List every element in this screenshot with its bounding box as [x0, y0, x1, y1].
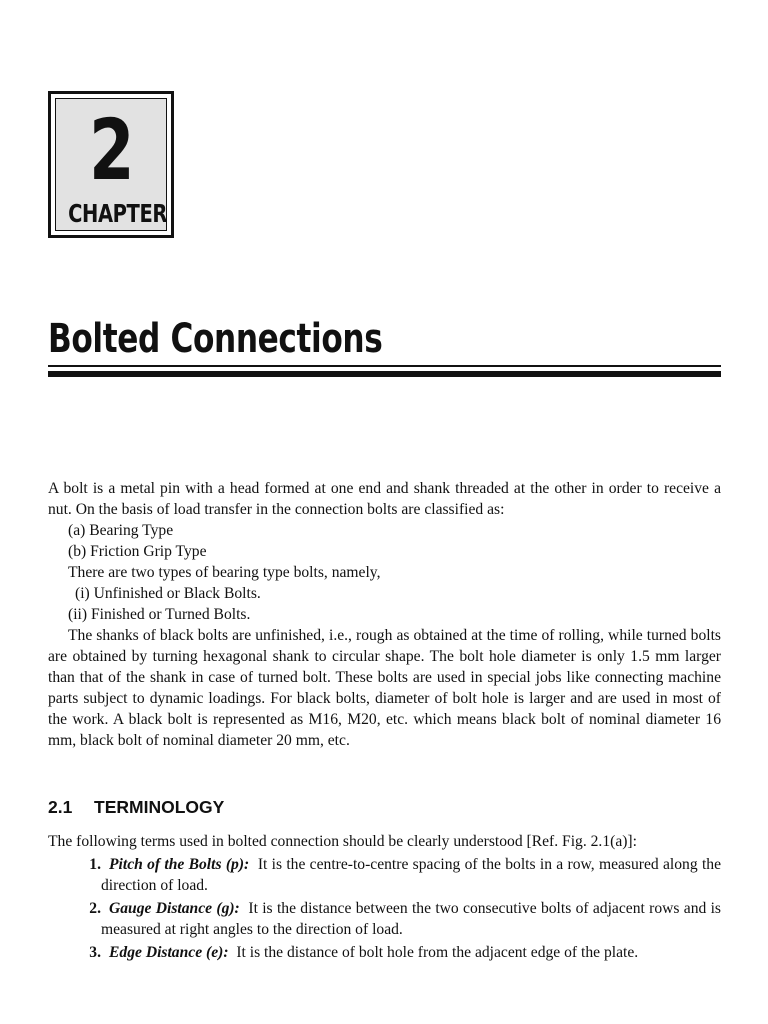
term-name: Edge Distance (e):	[109, 944, 229, 961]
section-heading	[48, 796, 224, 818]
intro-paragraph-2: There are two types of bearing type bolts, namely,	[68, 564, 381, 581]
title-rule-thick	[48, 371, 721, 377]
chapter-number: 2	[88, 101, 134, 199]
bolt-class-a: (a) Bearing Type	[68, 522, 174, 539]
intro-paragraph-3: The shanks of black bolts are unfinished, i.e., rough as obtained at the time of rolling, while turned bolts are obtained by turning hexagonal shank to circular shape. The bolt hole diameter is only 1.5 mm larger than that of the shank in case of turned bolt. These bolts are used in special jobs like connecting machine parts subject to dynamic loadings. For black bolts, diameter of bolt hole is larger and are used in most of the work. A black bolt is represented as M16, M20, etc. which means black bolt of nominal diameter 16 mm, black bolt of nominal diameter 20 mm, etc.	[48, 627, 721, 749]
term-definition: It is the centre-to-centre spacing of the bolts in a row, measured along the direction of load.	[101, 856, 721, 894]
title-rule-thin	[48, 365, 721, 367]
bolt-class-b: (b) Friction Grip Type	[68, 543, 207, 560]
bearing-bolt-ii: (ii) Finished or Turned Bolts.	[68, 606, 251, 623]
term-body	[101, 854, 721, 896]
term-number: 1.	[89, 856, 101, 873]
bearing-bolt-i: (i) Unfinished or Black Bolts.	[75, 585, 261, 602]
terminology-section	[48, 831, 721, 963]
intro-section	[48, 478, 721, 751]
term-definition: It is the distance of bolt hole from the adjacent edge of the plate.	[236, 944, 639, 961]
terminology-lead: The following terms used in bolted connection should be clearly understood [Ref. Fig. 2.1(a)]:	[48, 833, 637, 850]
term-number: 2.	[89, 900, 101, 917]
term-name: Gauge Distance (g):	[109, 900, 240, 917]
section-number: 2.1	[48, 797, 73, 817]
term-number: 3.	[89, 944, 101, 961]
term-item	[48, 942, 721, 963]
term-item	[48, 854, 721, 896]
chapter-label: CHAPTER	[68, 199, 168, 228]
term-body	[101, 942, 721, 963]
term-definition: It is the distance between the two consecutive bolts of adjacent rows and is measured at right angles to the direction of load.	[101, 900, 721, 938]
section-title: TERMINOLOGY	[94, 797, 225, 817]
term-item	[48, 898, 721, 940]
term-body	[101, 898, 721, 940]
intro-paragraph-1: A bolt is a metal pin with a head formed at one end and shank threaded at the other in order to receive a nut. On the basis of load transfer in the connection bolts are classified as:	[48, 480, 721, 518]
chapter-badge-inner	[55, 98, 167, 231]
chapter-title: Bolted Connections	[48, 316, 383, 362]
term-name: Pitch of the Bolts (p):	[109, 856, 250, 873]
chapter-badge	[48, 91, 174, 238]
